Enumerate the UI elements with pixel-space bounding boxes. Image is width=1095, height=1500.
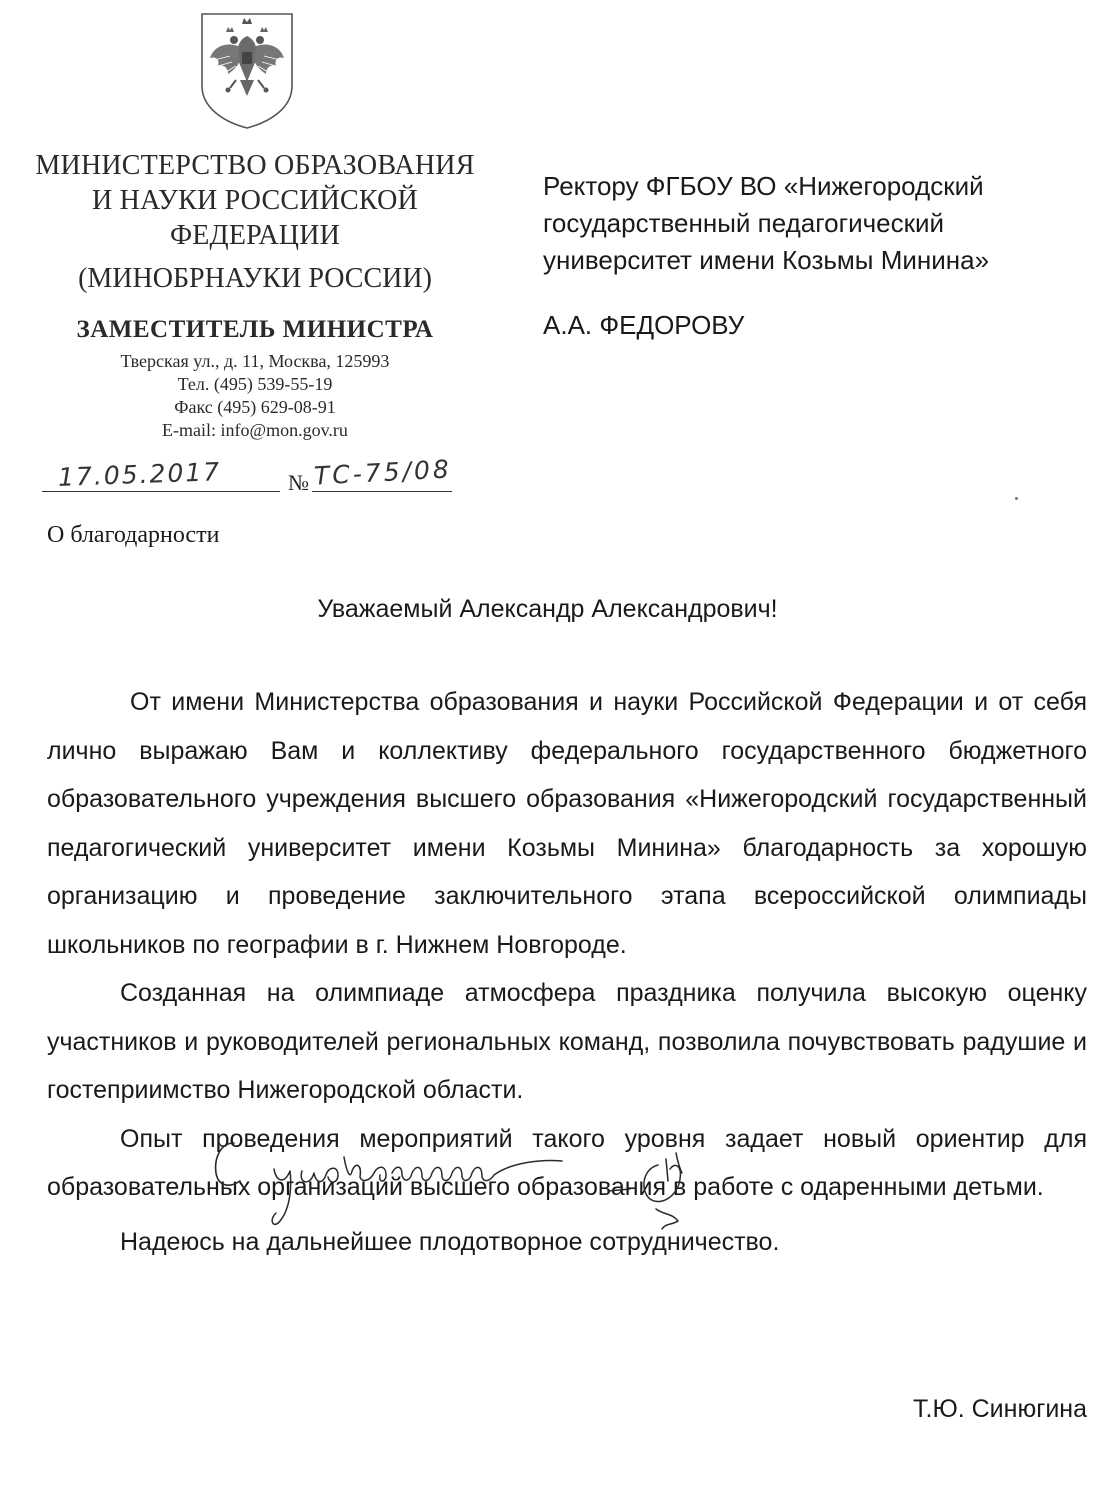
deputy-minister-title: ЗАМЕСТИТЕЛЬ МИНИСТРА (76, 316, 434, 343)
registration-date: 17.05.2017 (57, 457, 222, 492)
ministry-email: E-mail: info@mon.gov.ru (162, 420, 348, 440)
registration-number: ТС-75/08 (313, 454, 453, 491)
ministry-contacts (30, 350, 480, 442)
ministry-abbreviation: (МИНОБРНАУКИ РОССИИ) (78, 263, 432, 294)
body-paragraph-2: Созданная на олимпиаде атмосфера праздника получила высокую оценку участников и руководителей региональных команд, позволила почувствовать радушие и гостеприимство Нижегородской области. (47, 979, 1087, 1104)
ministry-name-line-2: И НАУКИ РОССИЙСКОЙ (92, 185, 418, 216)
addressee-line-2: государственный педагогический (543, 208, 945, 238)
addressee-name: А.А. ФЕДОРОВУ (543, 310, 745, 340)
ministry-header (30, 148, 480, 344)
ministry-name-line-3: ФЕДЕРАЦИИ (169, 220, 341, 251)
letter-subject: О благодарности (47, 522, 220, 548)
addressee-block (543, 168, 1063, 279)
addressee-line-1: Ректору ФГБОУ ВО «Нижегородский (543, 171, 984, 201)
salutation: Уважаемый Александр Александрович! (317, 595, 778, 623)
body-paragraph-3: Опыт проведения мероприятий такого уровня задает новый ориентир для образовательных организаций высшего образования в работе с одаренными детьми. (47, 1124, 1087, 1201)
ministry-address: Тверская ул., д. 11, Москва, 125993 (120, 351, 390, 371)
ministry-fax: Факс (495) 629-08-91 (174, 397, 336, 417)
number-sign: № (288, 470, 309, 495)
registration-line (42, 454, 512, 500)
coat-of-arms-icon (198, 10, 296, 130)
signer-name: Т.Ю. Синюгина (913, 1395, 1087, 1423)
number-underline (312, 491, 452, 492)
addressee-line-3: университет имени Козьмы Минина» (543, 245, 990, 275)
ministry-phone: Тел. (495) 539-55-19 (177, 374, 333, 394)
date-underline (42, 491, 280, 492)
body-paragraph-1: От имени Министерства образования и науки Российской Федерации и от себя лично выражаю Вам и коллективу федерального государственного бюджетного образовательного учреждения высшего образования «Нижегородский государственный педагогический университет имени Козьмы Минина» благодарность за хорошую организацию и проведение заключительного этапа всероссийской олимпиады школьников по географии в г. Нижнем Новгороде. (47, 688, 1087, 959)
body-paragraph-4: Надеюсь на дальнейшее плодотворное сотрудничество. (120, 1227, 780, 1256)
paper-speck (1015, 497, 1018, 500)
handwritten-signature (210, 1125, 730, 1245)
ministry-name-line-1: МИНИСТЕРСТВО ОБРАЗОВАНИЯ (35, 150, 475, 181)
